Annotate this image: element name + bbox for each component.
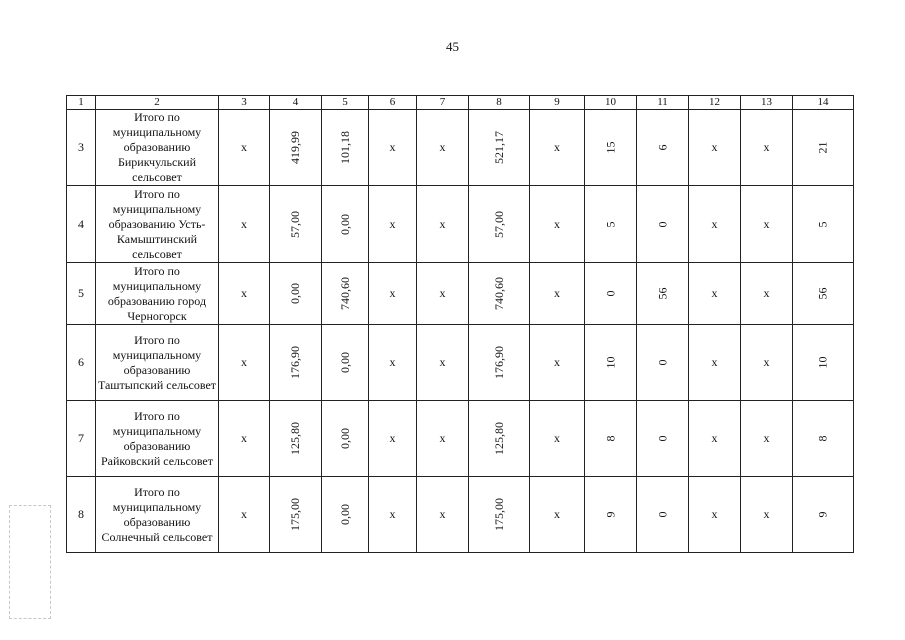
- row-number: 3: [67, 110, 96, 186]
- municipality-name: Итого по муниципальному образованию Таштыпский сельсовет: [96, 325, 219, 401]
- cell-col7: x: [439, 286, 446, 300]
- cell-col11: 0: [655, 359, 669, 366]
- table-row: [67, 401, 854, 477]
- cell-col8: 125,80: [491, 422, 506, 455]
- municipality-name: Итого по муниципальному образованию Бирикчульский сельсовет: [96, 110, 219, 186]
- cell-col14: 21: [815, 141, 830, 154]
- cell-col6: x: [389, 140, 396, 154]
- cell-col10: 15: [603, 141, 617, 154]
- cell-col11: 0: [655, 511, 669, 518]
- cell-col3: x: [241, 286, 247, 300]
- cell-col13: x: [763, 507, 770, 521]
- header-cell: 12: [689, 96, 741, 110]
- cell-col7: x: [439, 140, 446, 154]
- cell-col9: x: [554, 286, 560, 300]
- cell-col3: x: [241, 507, 247, 521]
- cell-col9: x: [554, 140, 560, 154]
- header-cell: 7: [417, 96, 469, 110]
- cell-col9: x: [554, 216, 560, 231]
- header-cell: 5: [322, 96, 369, 110]
- municipality-name: Итого по муниципальному образованию Усть-Камыштинский сельсовет: [96, 186, 219, 263]
- cell-col13: x: [763, 431, 770, 445]
- header-cell: 6: [369, 96, 417, 110]
- cell-col14: 5: [815, 221, 830, 227]
- cell-col12: x: [711, 216, 718, 231]
- cell-col12: x: [711, 140, 718, 154]
- row-number: 5: [67, 263, 96, 325]
- cell-col10: 0: [603, 290, 617, 297]
- municipality-name: Итого по муниципальному образованию Райковский сельсовет: [96, 401, 219, 477]
- cell-col6: x: [389, 286, 396, 300]
- cell-col4: 176,90: [288, 346, 302, 379]
- cell-col6: x: [389, 216, 396, 231]
- header-cell: 9: [530, 96, 585, 110]
- cell-col11: 0: [655, 435, 669, 442]
- cell-col5: 0,00: [337, 213, 352, 235]
- header-row: [67, 96, 854, 110]
- cell-col7: x: [439, 216, 446, 231]
- cell-col14: 8: [815, 435, 830, 442]
- header-cell: 13: [741, 96, 793, 110]
- cell-col14: 56: [815, 287, 830, 300]
- cell-col5: 0,00: [337, 352, 352, 373]
- table-row: [67, 477, 854, 553]
- cell-col10: 8: [603, 435, 617, 442]
- cell-col8: 521,17: [491, 131, 506, 164]
- cell-col11: 6: [655, 144, 669, 151]
- cell-col12: x: [711, 286, 718, 300]
- cell-col12: x: [711, 431, 718, 445]
- row-number: 7: [67, 401, 96, 477]
- cell-col14: 10: [815, 356, 830, 369]
- cell-col4: 0,00: [288, 283, 302, 304]
- cell-col10: 5: [603, 221, 617, 227]
- cell-col9: x: [554, 355, 560, 369]
- row-number: 8: [67, 477, 96, 553]
- cell-col9: x: [554, 507, 560, 521]
- cell-col7: x: [439, 431, 446, 445]
- summary-table: [66, 95, 854, 553]
- cell-col3: x: [241, 216, 247, 231]
- header-cell: 4: [270, 96, 322, 110]
- cell-col4: 175,00: [288, 498, 302, 531]
- cell-col14: 9: [815, 511, 830, 518]
- cell-col8: 176,90: [491, 346, 506, 379]
- table-row: [67, 186, 854, 263]
- cell-col6: x: [389, 431, 396, 445]
- cell-col8: 740,60: [491, 277, 506, 310]
- cell-col13: x: [763, 140, 770, 154]
- cell-col4: 57,00: [288, 210, 302, 238]
- cell-col5: 101,18: [337, 131, 352, 164]
- cell-col7: x: [439, 355, 446, 369]
- cell-col4: 419,99: [288, 131, 302, 164]
- cell-col5: 0,00: [337, 504, 352, 525]
- table-row: [67, 263, 854, 325]
- page-number: 45: [446, 39, 459, 54]
- cell-col6: x: [389, 355, 396, 369]
- cell-col13: x: [763, 216, 770, 231]
- cell-col12: x: [711, 355, 718, 369]
- cell-col3: x: [241, 140, 247, 154]
- cell-col8: 175,00: [491, 498, 506, 531]
- row-number: 6: [67, 325, 96, 401]
- cell-col3: x: [241, 431, 247, 445]
- municipality-name: Итого по муниципальному образованию город Черногорск: [96, 263, 219, 325]
- cell-col8: 57,00: [491, 210, 506, 238]
- cell-col7: x: [439, 507, 446, 521]
- table-row: [67, 325, 854, 401]
- cell-col11: 0: [655, 221, 669, 227]
- cell-col4: 125,80: [288, 422, 302, 455]
- cell-col5: 0,00: [337, 428, 352, 449]
- cell-col6: x: [389, 507, 396, 521]
- header-cell: 14: [793, 96, 854, 110]
- cell-col10: 10: [603, 356, 617, 369]
- cell-col13: x: [763, 286, 770, 300]
- header-cell: 2: [96, 96, 219, 110]
- cell-col3: x: [241, 355, 247, 369]
- header-cell: 1: [67, 96, 96, 110]
- header-cell: 10: [585, 96, 637, 110]
- header-cell: 11: [637, 96, 689, 110]
- cell-col12: x: [711, 507, 718, 521]
- cell-col5: 740,60: [337, 277, 352, 310]
- cell-col11: 56: [655, 287, 669, 300]
- cell-col10: 9: [603, 511, 617, 518]
- faded-stamp: [9, 505, 51, 619]
- header-cell: 8: [469, 96, 530, 110]
- header-cell: 3: [219, 96, 270, 110]
- municipality-name: Итого по муниципальному образованию Солнечный сельсовет: [96, 477, 219, 553]
- cell-col13: x: [763, 355, 770, 369]
- row-number: 4: [67, 186, 96, 263]
- table-row: [67, 110, 854, 186]
- cell-col9: x: [554, 431, 560, 445]
